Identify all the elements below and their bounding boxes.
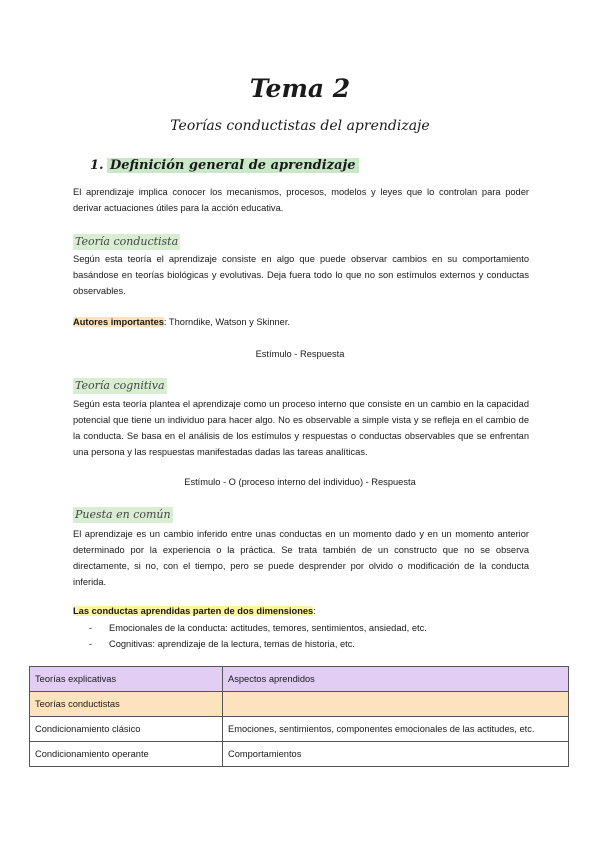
list-item <box>89 636 427 652</box>
authors-line <box>73 314 529 330</box>
list-item-text: Emocionales de la conducta: actitudes, temores, sentimientos, ansiedad, etc. <box>109 623 427 633</box>
section-number: 1. <box>90 158 104 173</box>
table-row <box>30 717 569 742</box>
page-subtitle: Teorías conductistas del aprendizaje <box>170 118 430 134</box>
conductista-heading: Teoría conductista <box>75 235 179 248</box>
table-subheader-cell <box>223 692 569 717</box>
table-row <box>30 742 569 767</box>
conductista-paragraph: Según esta teoría el aprendizaje consiste en algo que puede observar cambios en su comportamiento basándose en teorías biológicas y evolutivas. Deja fuera todo lo que no son estímulos externos y conductas observables. <box>73 254 529 296</box>
section-heading <box>90 158 359 173</box>
comun-heading: Puesta en común <box>75 508 171 521</box>
table-subheader-row <box>30 692 569 717</box>
table-header-cell: Aspectos aprendidos <box>223 667 569 692</box>
section-label: Definición general de aprendizaje <box>107 158 359 173</box>
table-cell: Condicionamiento clásico <box>30 717 223 742</box>
dimensions-label: Las conductas aprendidas parten de dos dimensiones <box>73 606 314 616</box>
dimensions-list <box>89 620 427 652</box>
list-bullet: - <box>89 639 93 649</box>
table-subheader-cell: Teorías conductistas <box>30 692 223 717</box>
table-cell: Comportamientos <box>223 742 569 767</box>
dimensions-colon: : <box>313 606 316 616</box>
list-item <box>89 620 427 636</box>
theories-table <box>29 666 569 767</box>
dimensions-line <box>73 603 529 619</box>
cognitiva-heading: Teoría cognitiva <box>75 379 165 392</box>
list-bullet: - <box>89 623 93 633</box>
cognitiva-paragraph: Según esta teoría plantea el aprendizaje como un proceso interno que consiste en un cambio en la capacidad potencial que tiene un individuo para hacer algo. No es observable a simple vista y se refleja en el cambio de la conducta. Se basa en el análisis de los estímulos y respuestas o conductas observables que se enfrentan una persona y las respuestas manifestadas dadas las tareas analíticas. <box>73 399 529 457</box>
table-header-row <box>30 667 569 692</box>
table-cell: Condicionamiento operante <box>30 742 223 767</box>
cognitiva-formula: Estímulo - O (proceso interno del individuo) - Respuesta <box>184 477 416 487</box>
page-title: Tema 2 <box>249 74 351 103</box>
authors-label: Autores importantes <box>73 317 164 327</box>
conductista-formula: Estímulo - Respuesta <box>255 349 345 359</box>
table-cell: Emociones, sentimientos, componentes emocionales de las actitudes, etc. <box>223 717 569 742</box>
authors-text: : Thorndike, Watson y Skinner. <box>163 317 291 327</box>
intro-paragraph: El aprendizaje implica conocer los mecanismos, procesos, modelos y leyes que lo controlan para poder derivar actuaciones útiles para la acción educativa. <box>73 187 529 213</box>
list-item-text: Cognitivas: aprendizaje de la lectura, temas de historia, etc. <box>109 639 355 649</box>
table-header-cell: Teorías explicativas <box>30 667 223 692</box>
comun-paragraph: El aprendizaje es un cambio inferido entre unas conductas en un momento dado y en un momento anterior determinado por la experiencia o la práctica. Se trata también de un constructo que no se observa directamente, si no, con el tiempo, pero se puede desprender por olvido o modificación de la conducta inferida. <box>73 529 529 587</box>
